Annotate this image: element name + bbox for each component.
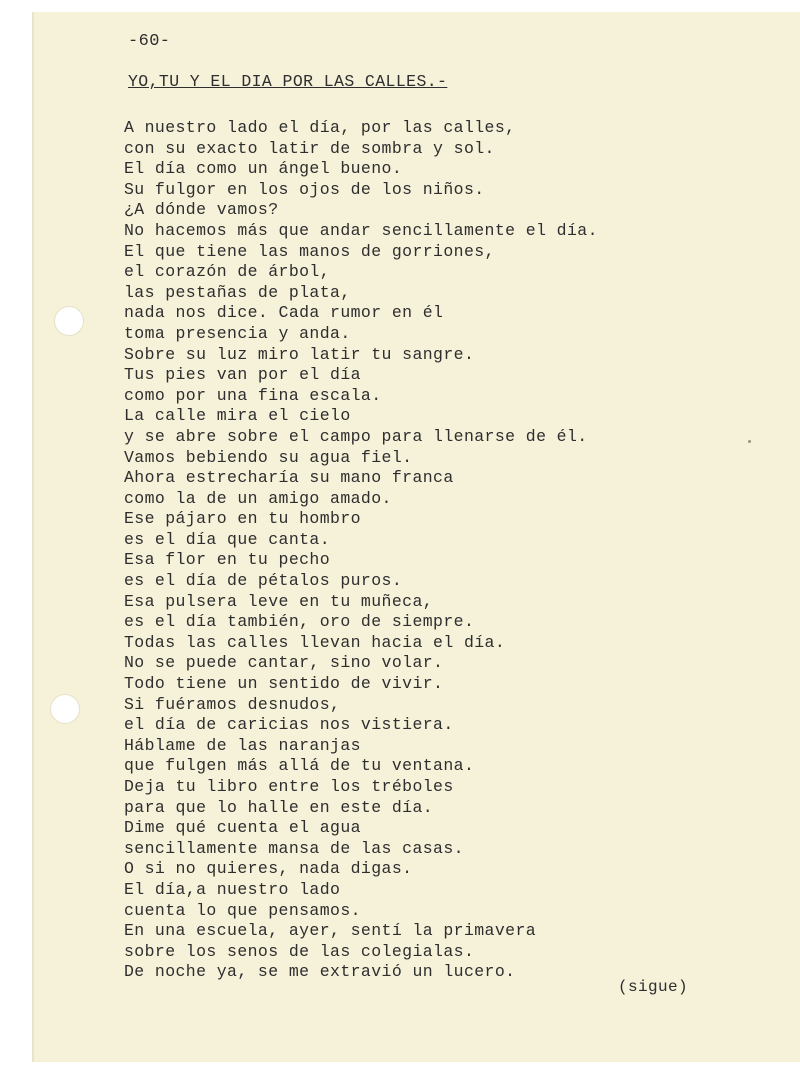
poem-line: Todas las calles llevan hacia el día. [124, 632, 506, 652]
poem-line: Ahora estrecharía su mano franca [124, 468, 454, 488]
poem-line: A nuestro lado el día, por las calles, [124, 118, 516, 137]
poem-line: Deja tu libro entre los tréboles [124, 777, 454, 796]
continuation-note: (sigue) [618, 978, 689, 996]
poem-line: Sobre su luz miro latir tu sangre. [124, 344, 475, 364]
poem-line: Vamos bebiendo su agua fiel. [124, 447, 413, 467]
poem-line: Ese pájaro en tu hombro [124, 509, 361, 529]
poem-line: sencillamente mansa de las casas. [124, 838, 464, 858]
poem-line: para que lo halle en este día. [124, 797, 434, 817]
binder-hole [54, 306, 84, 336]
poem-line: como la de un amigo amado. [124, 488, 392, 508]
poem-line: El día como un ángel bueno. [124, 159, 403, 179]
poem-line: las pestañas de plata, [124, 282, 351, 302]
poem-line: No se puede cantar, sino volar. [124, 653, 444, 673]
poem-line: el día de caricias nos vistiera. [124, 715, 454, 735]
poem-line: nada nos dice. Cada rumor en él [124, 303, 444, 323]
poem-line: toma presencia y anda. [124, 323, 351, 343]
poem-line: con su exacto latir de sombra y sol. [124, 138, 495, 158]
poem-line: De noche ya, se me extravió un lucero. [124, 962, 516, 982]
poem-line: Si fuéramos desnudos, [124, 694, 341, 714]
binder-hole [50, 694, 80, 724]
poem-line: como por una fina escala. [124, 385, 382, 405]
poem-line: La calle mira el cielo [124, 406, 351, 426]
paper-speck [748, 440, 751, 443]
poem-line: Esa flor en tu pecho [124, 550, 331, 570]
poem-line: cuenta lo que pensamos. [124, 900, 361, 920]
poem-line: No hacemos más que andar sencillamente el día. [124, 220, 598, 240]
poem-line: Esa pulsera leve en tu muñeca, [124, 591, 434, 611]
poem-line: Su fulgor en los ojos de los niños. [124, 179, 485, 199]
poem-line: El que tiene las manos de gorriones, [124, 241, 495, 261]
poem-line: el corazón de árbol, [124, 262, 331, 282]
poem-line: O si no quieres, nada digas. [124, 859, 413, 879]
poem-line: que fulgen más allá de tu ventana. [124, 756, 475, 776]
poem-body [124, 118, 598, 983]
page-number: -60- [128, 32, 171, 51]
poem-line: El día,a nuestro lado [124, 879, 341, 899]
poem-title: YO,TU Y EL DIA POR LAS CALLES.- [128, 72, 448, 91]
poem-line: Todo tiene un sentido de vivir. [124, 674, 444, 694]
poem-line: y se abre sobre el campo para llenarse de él. [124, 426, 588, 446]
poem-line: Háblame de las naranjas [124, 735, 361, 755]
poem-line: es el día de pétalos puros. [124, 571, 403, 591]
poem-line: sobre los senos de las colegialas. [124, 941, 475, 961]
poem-line: Dime qué cuenta el agua [124, 818, 361, 838]
poem-line: es el día que canta. [124, 529, 331, 549]
poem-line: ¿A dónde vamos? [124, 200, 279, 220]
poem-line: En una escuela, ayer, sentí la primavera [124, 921, 537, 941]
poem-line: Tus pies van por el día [124, 365, 361, 385]
poem-line: es el día también, oro de siempre. [124, 612, 475, 632]
